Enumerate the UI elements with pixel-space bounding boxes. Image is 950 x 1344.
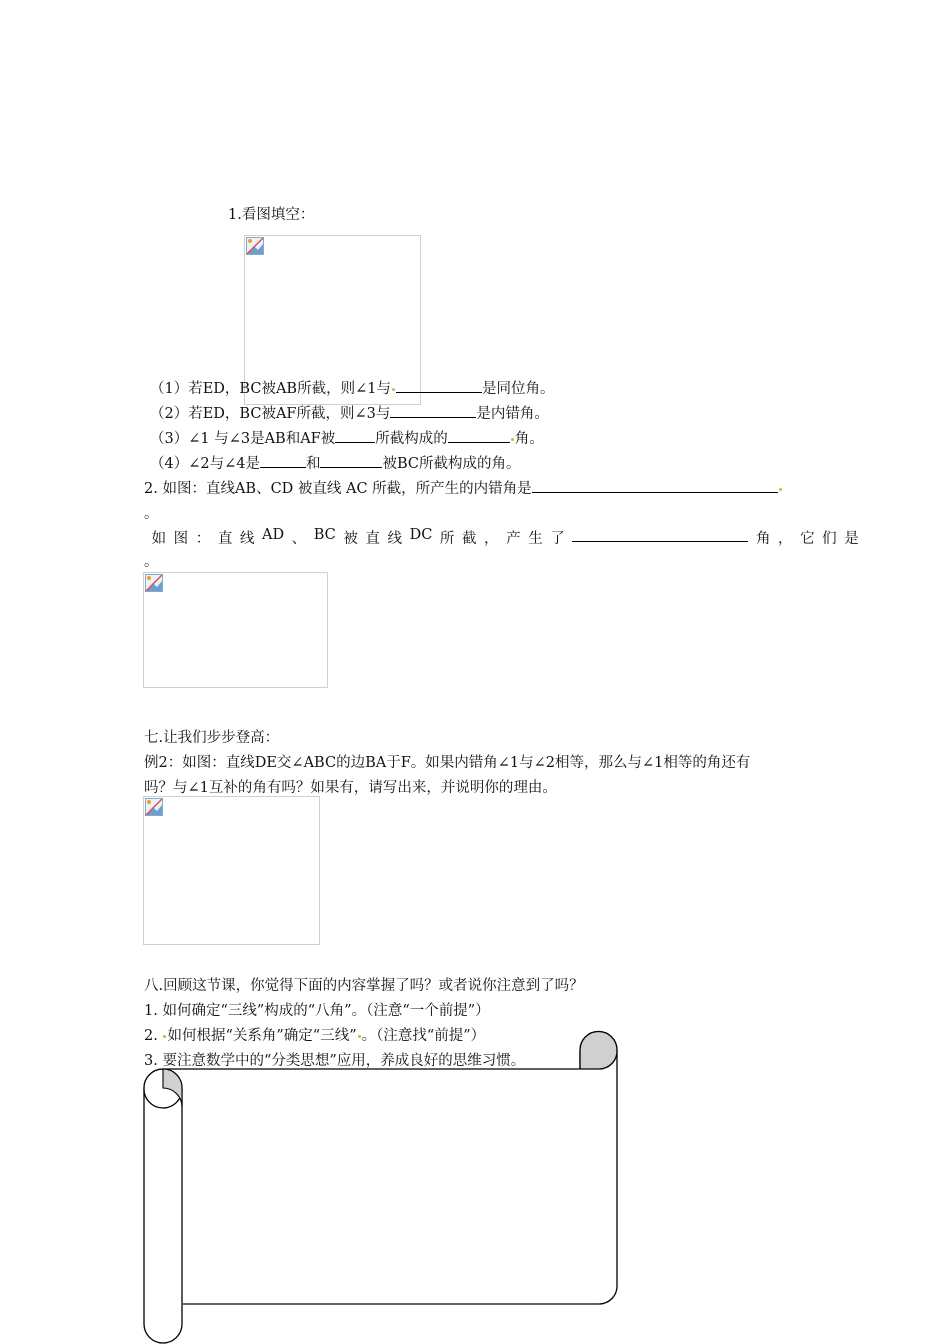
review-item-2-tail: 。（注意找“前提”）: [361, 1028, 486, 1044]
word: 了: [550, 531, 565, 547]
word: 、: [291, 531, 307, 547]
q2-line-4: 。: [144, 554, 159, 570]
word: 线: [239, 531, 255, 547]
q1-line-1-text: （1）若ED，BC被AB所截，则∠1与: [150, 381, 391, 397]
word: 产: [506, 531, 521, 547]
review-item-1: 1. 如何确定“三线”构成的“八角”。（注意“一个前提”）: [144, 1003, 490, 1019]
word: 角: [755, 531, 771, 547]
word: 它: [800, 531, 815, 547]
review-item-2-text: 如何根据“关系角”确定“三线”: [167, 1028, 357, 1044]
word: AD: [261, 527, 285, 543]
word: 直: [365, 531, 380, 547]
q1-line-2-tail: 是内错角。: [476, 406, 549, 422]
q1-line-1-tail: 是同位角。: [481, 381, 555, 397]
word: 被: [343, 531, 358, 547]
review-item-2-number: 2.: [144, 1028, 163, 1044]
q1-line-4-text: （4）∠2与∠4是: [150, 456, 260, 472]
word: 图: [173, 531, 189, 547]
q1-line-3-tail: 角。: [514, 431, 544, 447]
q1-line-3-text: （3）∠1 与∠3是AB和AF被: [150, 431, 336, 447]
word: BC: [313, 527, 336, 543]
word: 线: [387, 531, 402, 547]
section-7-heading: 七.让我们步步登高：: [144, 730, 280, 746]
section-8-heading: 八.回顾这节课，你觉得下面的内容掌握了吗？或者说你注意到了吗？: [144, 978, 584, 994]
word: ：: [195, 531, 211, 547]
q2-line-1-text: 2. 如图：直线AB、CD 被直线 AC 所截，所产生的内错角是: [144, 481, 532, 497]
word: 截: [461, 531, 477, 547]
word: 直: [217, 531, 233, 547]
q2-line-2: 。: [144, 506, 159, 522]
review-item-3: 3. 要注意数学中的“分类思想”应用，养成良好的思维习惯。: [144, 1053, 526, 1069]
example-2-line-2: 吗？与∠1互补的角有吗？如果有，请写出来，并说明你的理由。: [144, 780, 557, 796]
q1-line-4-tail: 被BC所截构成的角。: [382, 456, 521, 472]
q1-title: 1.看图填空：: [228, 207, 315, 223]
word: ，: [778, 531, 793, 547]
word: ，: [484, 531, 499, 547]
word: 们: [822, 531, 837, 547]
q1-line-2-text: （2）若ED，BC被AF所截，则∠3与: [150, 406, 391, 422]
word: 所: [439, 531, 455, 547]
q1-line-4-and: 和: [305, 456, 321, 472]
word: 是: [844, 531, 859, 547]
word: DC: [409, 527, 433, 543]
q1-line-3-mid: 所截构成的: [375, 431, 448, 447]
scroll-curl-top-right: [580, 1032, 617, 1070]
example-2-line-1: 例2：如图：直线DE交∠ABC的边BA于F。如果内错角∠1与∠2相等，那么与∠1相等的角还有: [144, 755, 751, 771]
word: 生: [528, 531, 543, 547]
word: 如: [151, 531, 167, 547]
